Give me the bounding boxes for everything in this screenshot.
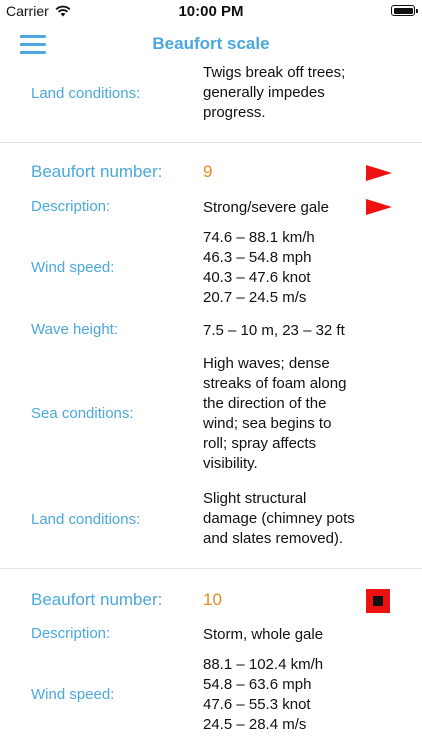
wind-speed-value: 74.6 – 88.1 km/h 46.3 – 54.8 mph 40.3 – 47.6 knot 20.7 – 24.5 m/s	[203, 229, 315, 306]
sea-conditions-label: Sea conditions:	[31, 405, 134, 422]
status-time: 10:00 PM	[178, 3, 244, 20]
wave-height-label: Wave height:	[31, 321, 118, 338]
description-label: Description:	[31, 198, 111, 215]
beaufort-number-label: Beaufort number:	[31, 590, 163, 609]
gale-warning-flag-icon	[366, 199, 392, 215]
wind-speed-label: Wind speed:	[31, 686, 115, 703]
beaufort-number-label: Beaufort number:	[31, 162, 163, 181]
sea-conditions-value: High waves; dense streaks of foam along the direction of the wind; sea begins to roll; spray affects visibility.	[203, 355, 347, 472]
description-label: Description:	[31, 625, 111, 642]
storm-warning-flag-icon	[366, 589, 390, 613]
navigation-bar	[0, 24, 422, 66]
divider	[0, 142, 422, 143]
beaufort-number-value: 10	[203, 590, 222, 609]
page-title: Beaufort scale	[152, 34, 270, 53]
beaufort-number-value: 9	[203, 162, 213, 181]
divider	[0, 568, 422, 569]
land-conditions-value: Slight structural damage (chimney pots and slates removed).	[203, 490, 355, 547]
wind-speed-label: Wind speed:	[31, 259, 115, 276]
land-conditions-label: Land conditions:	[31, 85, 141, 102]
land-conditions-value: Twigs break off trees; generally impedes progress.	[203, 64, 346, 121]
carrier-label: Carrier	[6, 3, 49, 19]
battery-icon	[391, 5, 415, 16]
description-value: Strong/severe gale	[203, 199, 329, 216]
wave-height-value: 7.5 – 10 m, 23 – 32 ft	[203, 322, 345, 339]
description-value: Storm, whole gale	[203, 626, 324, 643]
gale-warning-flag-icon	[366, 165, 392, 181]
land-conditions-label: Land conditions:	[31, 511, 141, 528]
status-bar	[0, 0, 422, 24]
wind-speed-value: 88.1 – 102.4 km/h 54.8 – 63.6 mph 47.6 – 55.3 knot 24.5 – 28.4 m/s	[203, 656, 324, 733]
